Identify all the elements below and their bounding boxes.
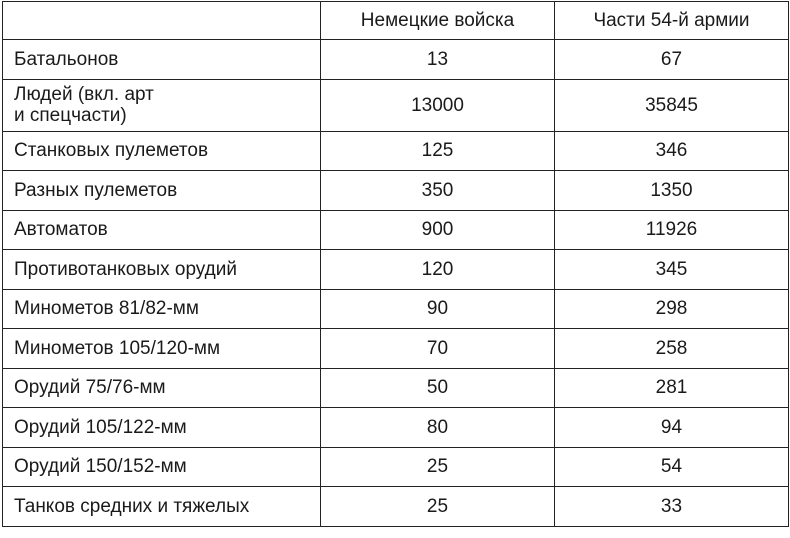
row-label-line: Танков средних и тяжелых (14, 495, 250, 517)
row-label-line: Орудий 150/152-мм (14, 456, 187, 478)
table-row (3, 210, 789, 250)
german-value: 50 (321, 368, 555, 408)
row-label-line: Орудий 75/76-мм (14, 377, 166, 399)
row-label (3, 210, 321, 250)
header-row (3, 2, 789, 40)
row-label (3, 487, 321, 527)
german-value: 900 (321, 210, 555, 250)
header-54th-army: Части 54-й армии (555, 2, 789, 40)
german-value: 13000 (321, 79, 555, 131)
row-label-line: Минометов 81/82-мм (14, 298, 199, 320)
army54-value: 35845 (555, 79, 789, 131)
row-label-line: Разных пулеметов (14, 179, 178, 201)
row-label (3, 131, 321, 171)
table-row (3, 131, 789, 171)
table-row (3, 408, 789, 448)
army54-value: 345 (555, 250, 789, 290)
german-value: 125 (321, 131, 555, 171)
row-label-line: Людей (вкл. арт (14, 84, 154, 105)
table-row (3, 329, 789, 369)
row-label-line: Батальонов (14, 48, 119, 70)
row-label (3, 250, 321, 290)
army54-value: 258 (555, 329, 789, 369)
table-row (3, 79, 789, 131)
comparison-table (2, 1, 789, 527)
table-row (3, 487, 789, 527)
row-label-line: Минометов 105/120-мм (14, 337, 221, 359)
army54-value: 94 (555, 408, 789, 448)
army54-value: 298 (555, 289, 789, 329)
german-value: 120 (321, 250, 555, 290)
army54-value: 11926 (555, 210, 789, 250)
row-label (3, 408, 321, 448)
army54-value: 33 (555, 487, 789, 527)
header-empty-cell (3, 2, 321, 40)
row-label-line: Орудий 105/122-мм (14, 416, 187, 438)
row-label-line: и спецчасти) (14, 105, 127, 126)
german-value: 25 (321, 447, 555, 487)
army54-value: 67 (555, 40, 789, 80)
german-value: 80 (321, 408, 555, 448)
army54-value: 346 (555, 131, 789, 171)
row-label (3, 79, 321, 131)
row-label (3, 40, 321, 80)
row-label (3, 368, 321, 408)
header-german-troops: Немецкие войска (321, 2, 555, 40)
army54-value: 281 (555, 368, 789, 408)
army54-value: 1350 (555, 171, 789, 211)
german-value: 70 (321, 329, 555, 369)
row-label (3, 171, 321, 211)
table-row (3, 40, 789, 80)
german-value: 350 (321, 171, 555, 211)
row-label-line: Станковых пулеметов (14, 140, 209, 162)
row-label (3, 329, 321, 369)
row-label (3, 447, 321, 487)
table-row (3, 171, 789, 211)
row-label-line: Автоматов (14, 219, 108, 241)
table-row (3, 289, 789, 329)
row-label (3, 289, 321, 329)
german-value: 90 (321, 289, 555, 329)
army54-value: 54 (555, 447, 789, 487)
table-row (3, 250, 789, 290)
row-label-line: Противотанковых орудий (14, 258, 237, 280)
german-value: 25 (321, 487, 555, 527)
german-value: 13 (321, 40, 555, 80)
table-row (3, 447, 789, 487)
table-row (3, 368, 789, 408)
